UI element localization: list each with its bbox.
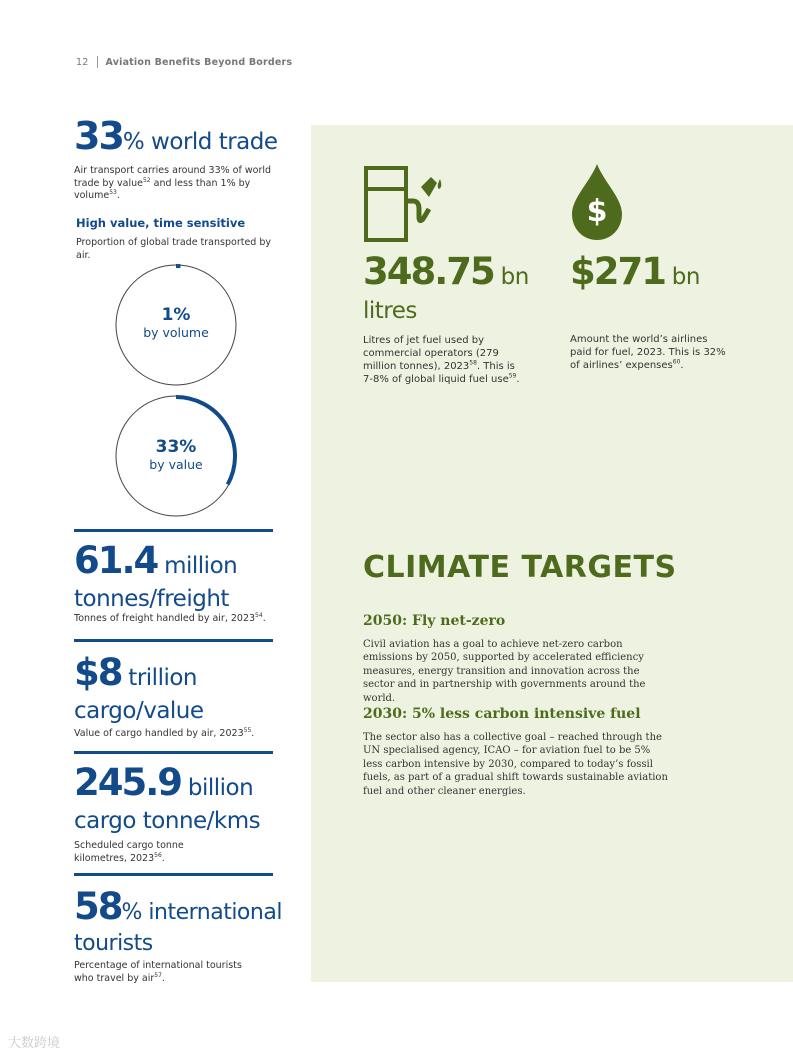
freight-unit-a: million	[157, 553, 238, 579]
cargo-value-desc: Value of cargo handled by air, 2023$^{55}$.	[74, 726, 255, 739]
world-trade-stat	[74, 116, 279, 203]
volume-ring-label	[115, 305, 237, 341]
tourists-desc: Percentage of international tourists who travel by air$^{57}$.	[74, 960, 242, 984]
climate-targets-title: CLIMATE TARGETS	[363, 550, 677, 585]
tourists-number: 58	[74, 885, 122, 928]
world-trade-desc: Air transport carries around 33% of world trade by value$^{52}$ and less than 1% by volume$^{53}$.	[74, 165, 272, 201]
watermark-logo: 大数跨境	[8, 1036, 61, 1051]
freight-number: 61.4	[74, 539, 158, 582]
freight-unit-b: tonnes/freight	[74, 586, 229, 612]
cost-stat	[570, 250, 730, 372]
fuel-stat	[363, 250, 529, 386]
cargo-value-unit-a: trillion	[121, 665, 197, 691]
target-2030-heading: 2030: 5% less carbon intensive fuel	[363, 706, 641, 722]
page-number: 12	[76, 56, 89, 68]
cargo-km-number: 245.9	[74, 761, 182, 804]
cargo-value-number: $8	[74, 651, 122, 694]
header-divider	[97, 56, 98, 68]
value-sublabel: by value	[149, 457, 203, 472]
fuel-pump-icon	[363, 165, 445, 243]
freight-stat	[74, 539, 266, 626]
world-trade-number: 33	[74, 114, 123, 158]
cost-desc: Amount the world’s airlines paid for fuel, 2023. This is 32% of airlines’ expenses$^{60}$.	[570, 334, 726, 371]
high-value-desc: Proportion of global trade transported by air.	[76, 237, 271, 261]
freight-desc: Tonnes of freight handled by air, 2023$^{54}$.	[74, 611, 266, 624]
fuel-unit-a: bn	[493, 264, 529, 290]
cost-number: $271	[570, 250, 665, 293]
header-title: Aviation Benefits Beyond Borders	[105, 56, 293, 68]
cargo-km-desc: Scheduled cargo tonne kilometres, 2023$^{56}$.	[74, 840, 184, 864]
value-pct: 33%	[155, 437, 197, 457]
cargo-km-unit-a: billion	[181, 775, 254, 801]
target-2030-body: The sector also has a collective goal – reached through the UN specialised agency, ICAO – for aviation fuel to be 5% less carbon intensive by 2030, compared to today’s fossil fuels, as part of a gradual shift towards sustainable aviation fuel and other cleaner energies.	[363, 732, 668, 797]
volume-pct: 1%	[161, 305, 191, 325]
tourists-stat	[74, 885, 282, 985]
page-header	[76, 56, 292, 68]
divider-3	[74, 751, 273, 754]
fuel-unit-b: litres	[363, 298, 417, 324]
tourists-unit-a: % international	[121, 900, 282, 925]
divider-4	[74, 873, 273, 876]
world-trade-unit: % world trade	[122, 129, 278, 155]
target-2050-heading: 2050: Fly net-zero	[363, 613, 506, 629]
fuel-desc: Litres of jet fuel used by commercial operators (279 million tonnes), 2023$^{58}$. This is 7-8% of global liquid fuel use$^{59}$.	[363, 335, 520, 385]
cargo-value-stat	[74, 651, 255, 741]
volume-sublabel: by volume	[143, 325, 209, 340]
divider-2	[74, 639, 273, 642]
cargo-value-unit-b: cargo/value	[74, 698, 204, 724]
value-ring-label	[115, 437, 237, 473]
cost-unit: bn	[664, 264, 700, 290]
fuel-number: 348.75	[363, 250, 494, 293]
money-drop-icon	[570, 162, 624, 242]
target-2050-body: Civil aviation has a goal to achieve net-zero carbon emissions by 2050, supported by accelerated efficiency measures, energy transition and innovation across the sector and in partnership with governments around the world.	[363, 639, 646, 704]
cargo-km-unit-b: cargo tonne/kms	[74, 808, 261, 834]
svg-text:$: $	[586, 194, 608, 229]
tourists-unit-b: tourists	[74, 931, 153, 956]
cargo-km-stat	[74, 761, 261, 865]
high-value-subhead: High value, time sensitive	[76, 216, 246, 230]
divider-1	[74, 529, 273, 532]
